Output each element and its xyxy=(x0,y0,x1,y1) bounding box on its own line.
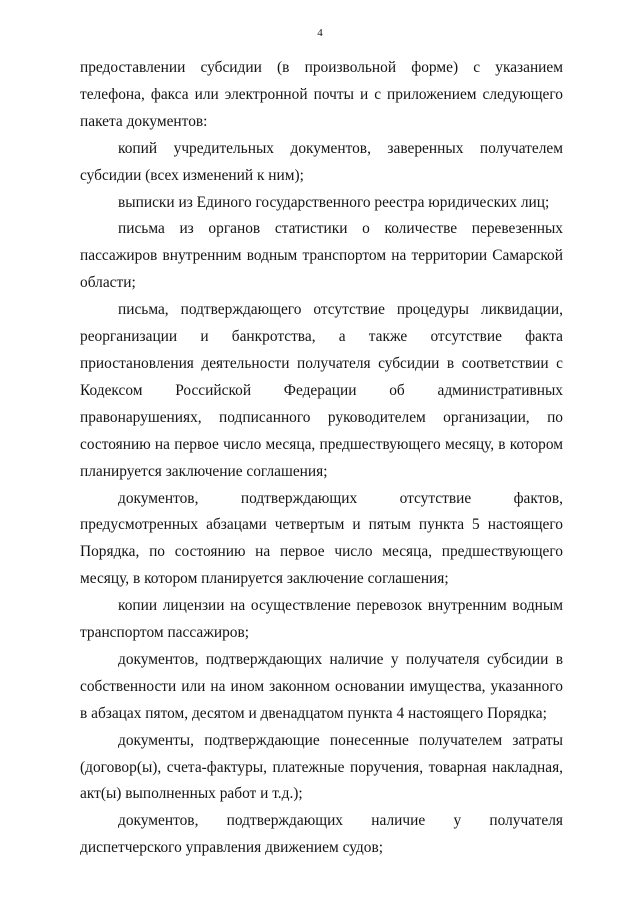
page-number: 4 xyxy=(317,27,323,39)
paragraph-7: копии лицензии на осуществление перевозок внутренним водным транспортом пассажиров; xyxy=(80,597,563,642)
paragraph-4: письма из органов статистики о количестве перевезенных пассажиров внутренним водным транспортом на территории Самарской области; xyxy=(80,220,563,292)
paragraph-10: документов, подтверждающих наличие у получателя диспетчерского управления движением судов; xyxy=(80,812,563,857)
paragraph-9: документы, подтверждающие понесенные получателем затраты (договор(ы), счета-фактуры, платежные поручения, товарная накладная, акт(ы) выполненных работ и т.д.); xyxy=(80,731,563,803)
paragraph-5: письма, подтверждающего отсутствие процедуры ликвидации, реорганизации и банкротства, а также отсутствие факта приостановления деятельности получателя субсидии в соответствии с Кодексом Российской Федерации об административных правонарушениях, подписанного руководителем организации, по состоянию на первое число месяца, предшествующего месяцу, в котором планируется заключение соглашения; xyxy=(80,301,563,480)
document-body xyxy=(80,55,563,862)
paragraph-2: копий учредительных документов, заверенных получателем субсидии (всех изменений к ним); xyxy=(80,139,563,184)
paragraph-1: предоставлении субсидии (в произвольной форме) с указанием телефона, факса или электронной почты и с приложением следующего пакета документов: xyxy=(80,59,563,130)
paragraph-8: документов, подтверждающих наличие у получателя субсидии в собственности или на ином законном основании имущества, указанного в абзацах пятом, десятом и двенадцатом пункта 4 настоящего Порядка; xyxy=(80,650,563,722)
paragraph-3: выписки из Единого государственного реестра юридических лиц; xyxy=(118,193,550,211)
paragraph-6: документов, подтверждающих отсутствие фактов, предусмотренных абзацами четвертым и пятым пункта 5 настоящего Порядка, по состоянию на первое число месяца, предшествующего месяцу, в котором планируется заключение соглашения; xyxy=(80,489,563,588)
